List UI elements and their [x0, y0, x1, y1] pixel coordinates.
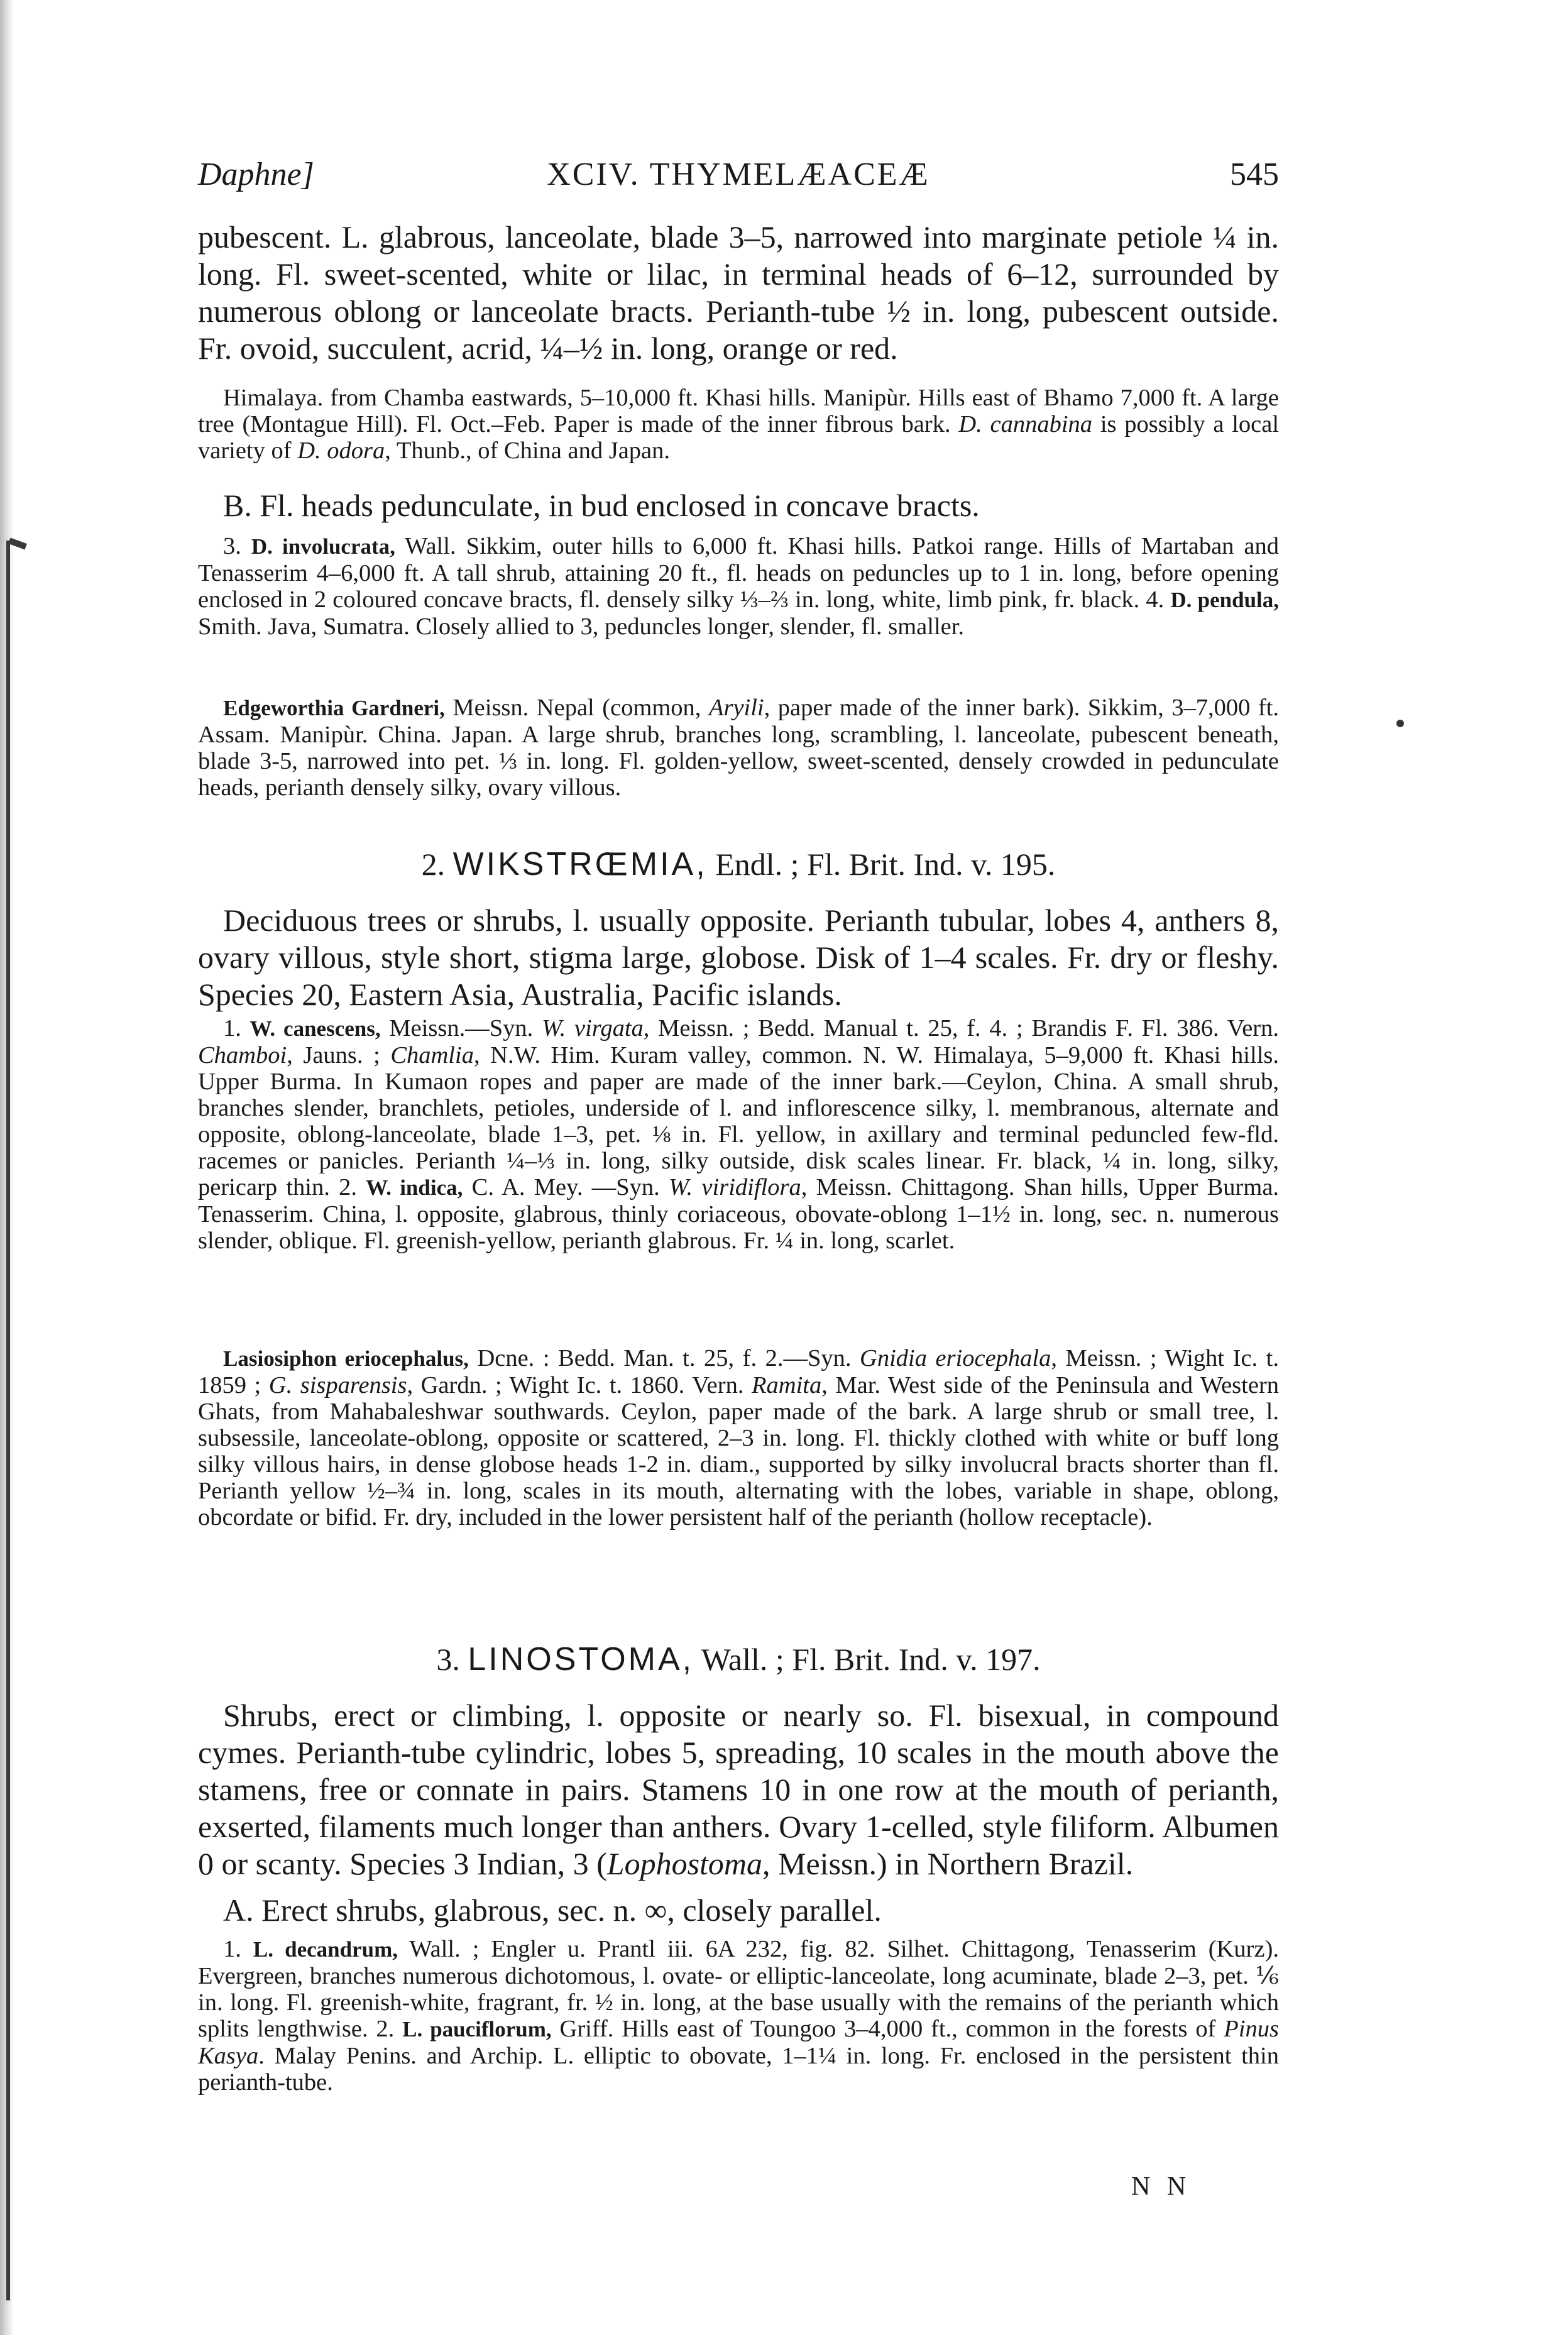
wikstroemia-species-paragraph: 1. W. canescens, Meissn.—Syn. W. virgata, Meissn. ; Bedd. Manual t. 25, f. 4. ; Brandis F. Fl. 386. Vern. Chamboi, Jauns. ; Chamlia, N.W. Him. Kuram valley, common. N. W. Himalaya, 5–9,000 ft. Khasi hills. Upper Burma. In Kumaon ropes and paper are made of the inner bark.—Ceylon, China. A small shrub, branches slender, branchlets, petioles, underside of l. and inflorescence silky, l. membranous, alternate and opposite, oblong-lanceolate, blade 1–3, pet. ⅛ in. Fl. yellow, in axillary and terminal peduncled few-fld. racemes or panicles. Perianth ¼–⅓ in. long, silky outside, disk scales linear. Fr. black, ¼ in. long, silky, pericarp thin. 2. W. indica, C. A. Mey. —Syn. W. viridiflora, Meissn. Chittagong. Shan hills, Upper Burma. Tenasserim. China, l. opposite, glabrous, thinly coriaceous, obovate-oblong 1–1½ in. long, sec. n. numerous slender, oblique. Fl. greenish-yellow, perianth glabrous. Fr. ¼ in. long, scarlet. [198, 1015, 1280, 1254]
ink-spot [1396, 720, 1404, 727]
intro-paragraph: pubescent. L. glabrous, lanceolate, blade 3–5, narrowed into marginate petiole ¼ in. long. Fl. sweet-scented, white or lilac, in terminal heads of 6–12, surrounded by numerous oblong or lanceolate bracts. Perianth-tube ½ in. long, pubescent outside. Fr. ovoid, succulent, acrid, ¼–½ in. long, orange or red. [198, 219, 1279, 366]
linostoma-description: Shrubs, erect or climbing, l. opposite or nearly so. Fl. bisexual, in compound cymes. Perianth-tube cylindric, lobes 5, spreading, 10 scales in the mouth above the stamens, free or connate in pairs. Stamens 10 in one row at the mouth of perianth, exserted, filaments much longer than anthers. Ovary 1-celled, style filiform. Albumen 0 or scanty. Species 3 Indian, 3 (Lophostoma, Meissn.) in Northern Brazil. [198, 1698, 1279, 1881]
linostoma-species-paragraph: 1. L. decandrum, Wall. ; Engler u. Prantl iii. 6A 232, fig. 82. Silhet. Chittagong, Tenasserim (Kurz). Evergreen, branches numerous dichotomous, l. ovate- or elliptic-lanceolate, long acuminate, blade 2–3, pet. ⅙ in. long. Fl. greenish-white, fragrant, fr. ½ in. long, at the base usually with the remains of the perianth which splits lengthwise. 2. L. pauciflorum, Griff. Hills east of Toungoo 3–4,000 ft., common in the forests of Pinus Kasya. Malay Penins. and Archip. L. elliptic to obovate, 1–1¼ in. long. Fr. enclosed in the persistent thin perianth-tube. [198, 1936, 1280, 2096]
genus-heading-wikstroemia: 2. WIKSTRŒMIA, Endl. ; Fl. Brit. Ind. v. 195. [421, 846, 1056, 882]
wikstroemia-description: Deciduous trees or shrubs, l. usually opposite. Perianth tubular, lobes 4, anthers 8, ovary villous, style short, stigma large, globose. Disk of 1–4 scales. Fr. dry or fleshy. Species 20, Eastern Asia, Australia, Pacific islands. [198, 903, 1279, 1012]
genus-heading-linostoma: 3. LINOSTOMA, Wall. ; Fl. Brit. Ind. v. 197. [436, 1641, 1041, 1678]
scan-binding-line [6, 541, 10, 2300]
signature-mark: N N [1131, 2172, 1192, 2201]
subsection-b-heading: B. Fl. heads pedunculate, in bud enclosed in concave bracts. [223, 488, 980, 523]
chapter-title: XCIV. THYMELÆACEÆ [547, 157, 930, 192]
daphne-species-paragraph: 3. D. involucrata, Wall. Sikkim, outer hills to 6,000 ft. Khasi hills. Patkoi range. Hills of Martaban and Tenasserim 4–6,000 ft. A tall shrub, attaining 20 ft., fl. heads on peduncles up to 1 in. long, before opening enclosed in 2 coloured concave bracts, fl. densely silky ⅓–⅔ in. long, white, limb pink, fr. black. 4. D. pendula, Smith. Java, Sumatra. Closely allied to 3, peduncles longer, slender, fl. smaller. [198, 533, 1280, 640]
lasiosiphon-paragraph: Lasiosiphon eriocephalus, Dcne. : Bedd. Man. t. 25, f. 2.—Syn. Gnidia eriocephala, Meissn. ; Wight Ic. t. 1859 ; G. sisparensis, Gardn. ; Wight Ic. t. 1860. Vern. Ramita, Mar. West side of the Peninsula and Western Ghats, from Mahabaleshwar southwards. Ceylon, paper made of the bark. A large shrub or small tree, l. subsessile, lanceolate-oblong, opposite or scattered, 2–3 in. long. Fl. thickly clothed with white or buff long silky villous hairs, in dense globose heads 1-2 in. diam., supported by silky involucral bracts shorter than fl. Perianth yellow ½–¾ in. long, scales in its mouth, alternating with the lobes, variable in shape, oblong, obcordate or bifid. Fr. dry, included in the lower persistent half of the perianth (hollow receptacle). [198, 1345, 1280, 1530]
edgeworthia-paragraph: Edgeworthia Gardneri, Meissn. Nepal (common, Aryili, paper made of the inner bark). Sikkim, 3–7,000 ft. Assam. Manipùr. China. Japan. A large shrub, branches long, scrambling, l. lanceolate, pubescent beneath, blade 3-5, narrowed into pet. ⅓ in. long. Fl. golden-yellow, sweet-scented, densely crowded in pedunculate heads, perianth densely silky, ovary villous. [198, 695, 1280, 801]
page-number: 545 [1230, 157, 1279, 192]
intro-note: Himalaya. from Chamba eastwards, 5–10,000 ft. Khasi hills. Manipùr. Hills east of Bhamo 7,000 ft. A large tree (Montague Hill). Fl. Oct.–Feb. Paper is made of the inner fibrous bark. D. cannabina is possibly a local variety of D. odora, Thunb., of China and Japan. [198, 385, 1280, 464]
linostoma-subheading: A. Erect shrubs, glabrous, sec. n. ∞, closely parallel. [223, 1893, 882, 1928]
running-header [198, 156, 1279, 200]
running-title: Daphne] [198, 157, 314, 192]
